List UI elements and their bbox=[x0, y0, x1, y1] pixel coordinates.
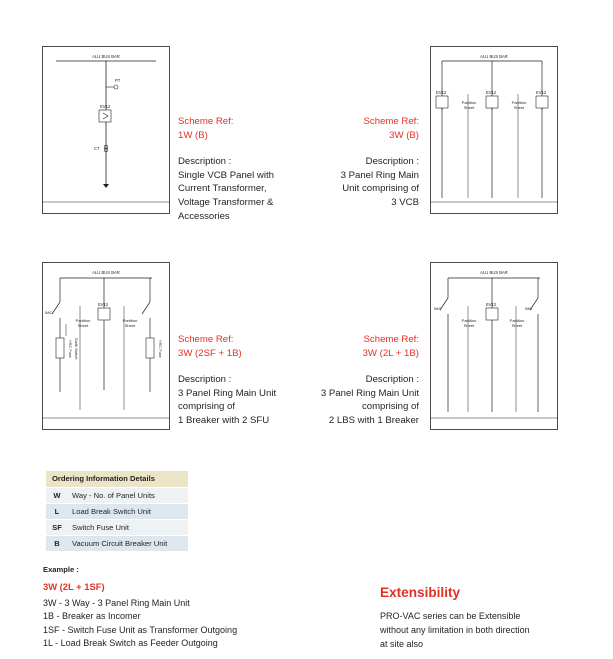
busbar-label: ALU BUS BAR bbox=[92, 54, 120, 59]
vcb-symbol bbox=[486, 308, 498, 320]
scheme-ref-code: 3W (2L + 1B) bbox=[362, 347, 419, 359]
busbar-label: ALU BUS BAR bbox=[92, 270, 120, 275]
ordering-table bbox=[46, 471, 188, 551]
order-desc: Way - No. of Panel Units bbox=[72, 491, 155, 500]
partition-label: Partition bbox=[75, 318, 91, 323]
partition-label: Sheet bbox=[463, 105, 475, 110]
example-item: 1L - Load Break Switch as Feeder Outgoing bbox=[43, 638, 218, 649]
order-code: B bbox=[54, 539, 60, 548]
ev-label: EV12 bbox=[486, 90, 497, 95]
scheme-ref-label: Scheme Ref: bbox=[363, 334, 419, 345]
fuse-label: HRC Fuse bbox=[158, 340, 162, 358]
description-line: 3 Panel Ring Main Unit bbox=[320, 387, 419, 399]
description-line: 2 LBS with 1 Breaker bbox=[328, 414, 419, 426]
description-line: 1 Breaker with 2 SFU bbox=[178, 414, 270, 426]
extensibility-title: Extensibility bbox=[380, 585, 461, 600]
description-line: Unit comprising of bbox=[342, 183, 419, 195]
ev-label: EV12 bbox=[100, 104, 111, 109]
fuse-label: HRC Fuse bbox=[68, 340, 72, 358]
fuse-symbol bbox=[56, 338, 64, 358]
scheme-ref-label: Scheme Ref: bbox=[178, 116, 234, 127]
panel-frame bbox=[431, 47, 558, 214]
table-row bbox=[46, 519, 188, 535]
description-line: Single VCB Panel with bbox=[178, 169, 274, 181]
order-desc: Switch Fuse Unit bbox=[72, 523, 129, 532]
ev-label: EV12 bbox=[98, 302, 109, 307]
order-desc: Load Break Switch Unit bbox=[72, 507, 151, 516]
scheme-ref-label: Scheme Ref: bbox=[363, 116, 419, 127]
imc-label: IMC bbox=[525, 306, 533, 311]
description-label: Description : bbox=[365, 156, 419, 168]
switch-symbol bbox=[52, 302, 60, 314]
vcb-symbol bbox=[98, 308, 110, 320]
partition-label: Partition bbox=[511, 100, 527, 105]
description-line: comprising of bbox=[361, 401, 419, 413]
pt-label: PT bbox=[115, 78, 121, 83]
description-line: Current Transformer, bbox=[178, 183, 267, 195]
busbar-label: ALU BUS BAR bbox=[480, 270, 508, 275]
imc-label: IMC bbox=[45, 310, 53, 315]
outgoing-arrow bbox=[103, 184, 109, 188]
vcb-symbol bbox=[99, 110, 111, 122]
table-row bbox=[46, 535, 188, 551]
description-label: Description : bbox=[365, 374, 419, 386]
scheme-ref-code: 3W (B) bbox=[389, 129, 419, 141]
partition-label: Sheet bbox=[463, 323, 475, 328]
partition-label: Sheet bbox=[124, 323, 136, 328]
scheme-2-diagram bbox=[430, 46, 558, 214]
partition-label: Partition bbox=[461, 100, 477, 105]
scheme-2-text bbox=[341, 115, 419, 210]
ordering-title: Ordering Information Details bbox=[46, 471, 188, 487]
example-code: 3W (2L + 1SF) bbox=[43, 581, 105, 592]
extensibility-line: without any limitation in both direction bbox=[380, 625, 530, 636]
order-desc: Vacuum Circuit Breaker Unit bbox=[72, 539, 168, 548]
extensibility-line: at site also bbox=[380, 639, 424, 650]
partition-label: Sheet bbox=[511, 323, 523, 328]
scheme-1-text bbox=[178, 115, 274, 223]
example-item: 3W - 3 Way - 3 Panel Ring Main Unit bbox=[43, 598, 190, 608]
ct-label: CT bbox=[94, 146, 100, 151]
partition-label: Partition bbox=[461, 318, 477, 323]
ev-label: EV12 bbox=[536, 90, 547, 95]
partition-label: Sheet bbox=[513, 105, 525, 110]
scheme-3-diagram bbox=[42, 262, 170, 430]
pt-symbol bbox=[114, 85, 118, 89]
scheme-ref-label: Scheme Ref: bbox=[178, 334, 234, 345]
scheme-1-diagram bbox=[42, 46, 170, 214]
table-row bbox=[46, 487, 188, 503]
scheme-3-text bbox=[178, 333, 276, 428]
order-code: L bbox=[54, 507, 60, 516]
description-line: 3 VCB bbox=[391, 196, 419, 208]
scheme-ref-code: 1W (B) bbox=[178, 129, 208, 141]
busbar-label: ALU BUS BAR bbox=[480, 54, 508, 59]
example-item: 1SF - Switch Fuse Unit as Transformer Outgoing bbox=[43, 624, 238, 635]
extensibility-line: PRO-VAC series can be Extensible bbox=[380, 611, 521, 621]
order-code: SF bbox=[52, 523, 62, 532]
vcb-symbol bbox=[486, 96, 498, 108]
extensibility-section bbox=[380, 585, 580, 652]
vcb-symbol bbox=[536, 96, 548, 108]
description-line: 3 Panel Ring Main Unit bbox=[178, 387, 277, 399]
scheme-4-text bbox=[321, 333, 419, 428]
example-section bbox=[43, 565, 237, 651]
description-label: Description : bbox=[178, 374, 232, 386]
description-line: comprising of bbox=[178, 401, 236, 413]
ev-label: EV12 bbox=[486, 302, 497, 307]
vcb-symbol bbox=[436, 96, 448, 108]
imc-label: IMC bbox=[434, 306, 442, 311]
description-line: 3 Panel Ring Main bbox=[340, 169, 419, 181]
earth-label: Earth Switch bbox=[74, 338, 78, 360]
scheme-4-diagram bbox=[430, 262, 558, 430]
scheme-ref-code: 3W (2SF + 1B) bbox=[178, 347, 242, 359]
extensibility-text bbox=[380, 609, 580, 652]
example-title: Example : bbox=[43, 565, 79, 574]
table-row bbox=[46, 503, 188, 519]
example-item: 1B - Breaker as Incomer bbox=[43, 611, 141, 622]
partition-label: Sheet bbox=[77, 323, 89, 328]
description-label: Description : bbox=[178, 156, 232, 168]
description-line: Voltage Transformer & bbox=[178, 196, 274, 208]
partition-label: Partition bbox=[122, 318, 138, 323]
fuse-symbol bbox=[146, 338, 154, 358]
order-code: W bbox=[53, 491, 61, 500]
description-line: Accessories bbox=[178, 210, 230, 222]
panel-frame bbox=[431, 263, 558, 430]
partition-label: Partition bbox=[509, 318, 525, 323]
ev-label: EV12 bbox=[436, 90, 447, 95]
panel-frame bbox=[43, 263, 170, 430]
switch-symbol bbox=[142, 302, 150, 314]
